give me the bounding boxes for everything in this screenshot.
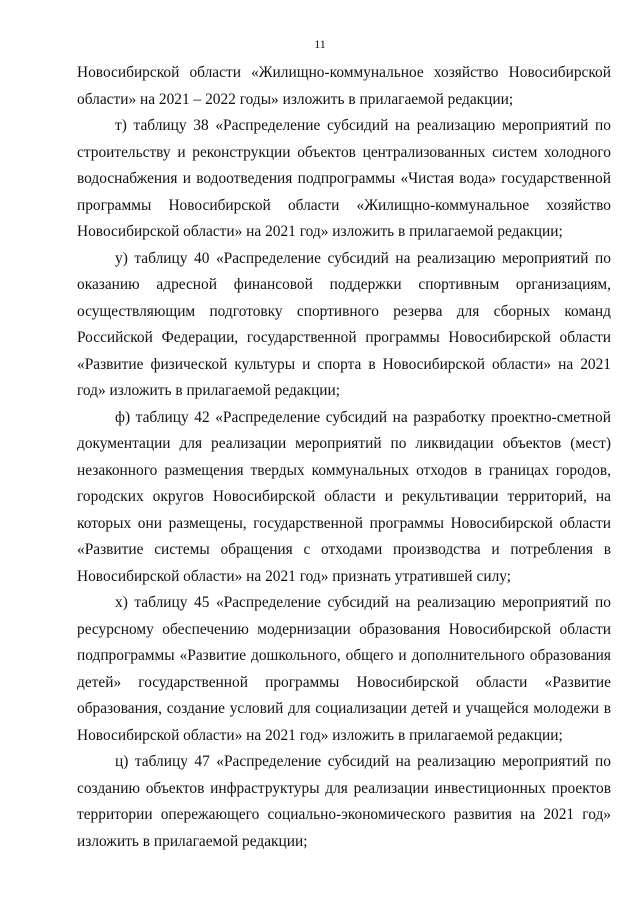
paragraph-continuation: Новосибирской области «Жилищно-коммунальное хозяйство Новосибирской области» на 2021 – 2022 годы» изложить в прилагаемой редакции; xyxy=(77,64,611,108)
document-body xyxy=(77,60,611,855)
paragraph-item-ts: ц) таблицу 47 «Распределение субсидий на реализацию мероприятий по созданию объектов инфраструктуры для реализации инвестиционных проектов территории опережающего социально-экономического развития на 2021 год» изложить в прилагаемой редакции; xyxy=(77,753,611,850)
paragraph-item-u: у) таблицу 40 «Распределение субсидий на реализацию мероприятий по оказанию адресной финансовой поддержки спортивным организациям, осуществляющим подготовку спортивного резерва для сборных команд Российской Федерации, государственной программы Новосибирской области «Развитие физической культуры и спорта в Новосибирской области» на 2021 год» изложить в прилагаемой редакции; xyxy=(77,249,611,399)
paragraph-item-f: ф) таблицу 42 «Распределение субсидий на разработку проектно-сметной документации для реализации мероприятий по ликвидации объектов (мест) незаконного размещения твердых коммунальных отходов в границах городов, городских округов Новосибирской области и рекультивации территорий, на которых они размещены, государственной программы Новосибирской области «Развитие системы обращения с отходами производства и потребления в Новосибирской области» на 2021 год» признать утратившей силу; xyxy=(77,408,611,585)
paragraph-item-t: т) таблицу 38 «Распределение субсидий на реализацию мероприятий по строительству и реконструкции объектов централизованных систем холодного водоснабжения и водоотведения подпрограммы «Чистая вода» государственной программы Новосибирской области «Жилищно-коммунальное хозяйство Новосибирской области» на 2021 год» изложить в прилагаемой редакции; xyxy=(77,117,611,240)
page-number: 11 xyxy=(314,37,326,51)
paragraph-item-kh: х) таблицу 45 «Распределение субсидий на реализацию мероприятий по ресурсному обеспечению модернизации образования Новосибирской области подпрограммы «Развитие дошкольного, общего и дополнительного образования детей» государственной программы Новосибирской области «Развитие образования, создание условий для социализации детей и учащейся молодежи в Новосибирской области» на 2021 год» изложить в прилагаемой редакции; xyxy=(77,594,611,744)
